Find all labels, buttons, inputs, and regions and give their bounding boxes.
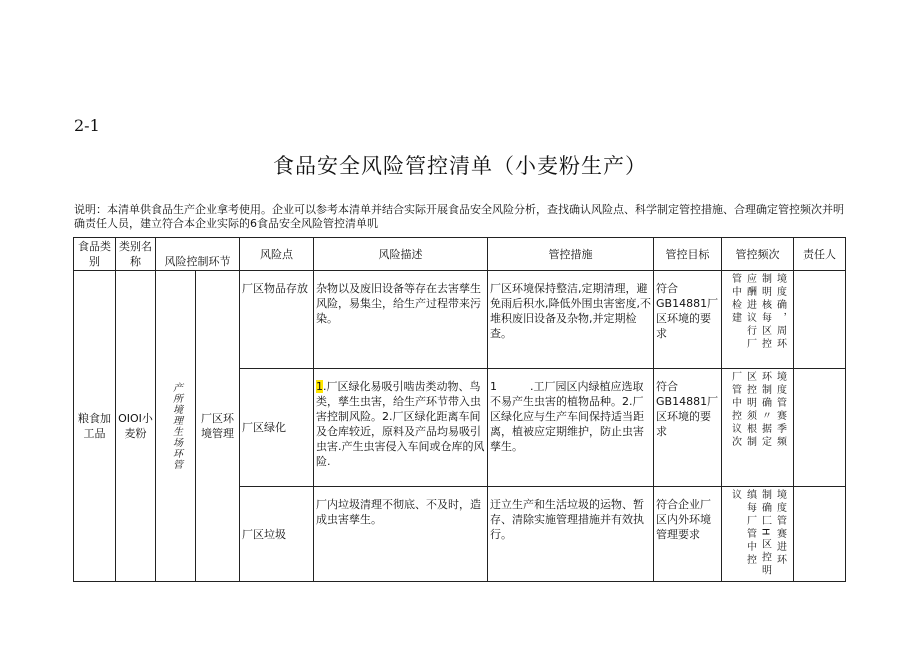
cell-target: 符合企业厂区内外环境管理要求 xyxy=(654,487,722,582)
risk-control-table xyxy=(73,237,846,582)
cell-point: 厂区绿化 xyxy=(240,369,314,487)
freq-vertical-text: 境度管赛季频环制确〃据定区控明须根制厂管中控议次 xyxy=(729,371,786,449)
cell-measure: 厂区环境保持整洁,定期清理，避免雨后积水,降低外围虫害密度,不堆积废旧设备及杂物,并定期检查。 xyxy=(488,271,654,369)
stage-vertical-text: 产所境理生场环管 xyxy=(170,382,182,470)
cell-measure: 迂立生产和生活垃圾的运物、暂存、清除实施管理措施并有效执行。 xyxy=(488,487,654,582)
cell-freq xyxy=(722,369,794,487)
cell-desc: 杂物以及废旧设备等存在去害孳生风险，易集尘，给生产过程带来污染。 xyxy=(314,271,488,369)
cell-owner xyxy=(794,487,846,582)
header-measure: 管控措施 xyxy=(488,238,654,271)
cell-stage: 厂区环境管理 xyxy=(196,271,240,582)
header-category: 食品类别 xyxy=(74,238,116,271)
desc-text: .厂区绿化易吸引啮齿类动物、鸟类，孳生虫害，给生产环节带入虫害控制风险。2.厂区绿化距离车间及仓库较近，原料及产品均易吸引虫害.产生虫害侵入车间或仓库的风险. xyxy=(316,380,485,468)
freq-vertical-text: 境度管赛进环制确匚H区控明缜每厂管中控议 xyxy=(729,489,786,578)
header-freq: 管控频次 xyxy=(722,238,794,271)
header-owner: 责任人 xyxy=(794,238,846,271)
cell-point: 厂区垃圾 xyxy=(240,487,314,582)
cell-freq xyxy=(722,487,794,582)
cell-point: 厂区物品存放 xyxy=(240,271,314,369)
table-header-row xyxy=(74,238,846,271)
cell-stage-italic xyxy=(156,271,196,582)
instructions-note: 说明：本清单供食品生产企业拿考使用。企业可以参考本清单并结合实际开展食品安全风险分析，查找确认风险点、科学制定管控措施、合理确定管控频次并明确责任人员，建立符合本企业实际的6食品安全风险管控清单叽 xyxy=(74,203,844,230)
cell-target: 符合GB14881厂区环境的要求 xyxy=(654,369,722,487)
document-number: 2-1 xyxy=(74,116,100,135)
header-point: 风险点 xyxy=(240,238,314,271)
header-stage: 风险控制环节 xyxy=(156,238,240,271)
cell-owner xyxy=(794,369,846,487)
cell-measure: 1 .工厂园区内绿植应选取不易产生虫害的植物品种。2.厂区绿化应与生产车间保持适当距离，植被应定期维护，防止虫害孳生。 xyxy=(488,369,654,487)
cell-target: 符合GB14881厂区环境的要求 xyxy=(654,271,722,369)
header-category-name: 类别名称 xyxy=(116,238,156,271)
page-title: 食品安全风险管控清单（小麦粉生产） xyxy=(273,154,647,178)
freq-vertical-text: 境度确，周环制明核每区控应酬进议行厂管中检建 xyxy=(729,273,786,351)
cell-desc xyxy=(314,369,488,487)
cell-category: 粮食加工品 xyxy=(74,271,116,582)
cell-freq xyxy=(722,271,794,369)
cell-desc: 厂内垃圾清理不彻底、不及时，造成虫害孳生。 xyxy=(314,487,488,582)
cell-category-name: OIOI小麦粉 xyxy=(116,271,156,582)
header-desc: 风险描述 xyxy=(314,238,488,271)
header-target: 管控目标 xyxy=(654,238,722,271)
cell-owner xyxy=(794,271,846,369)
highlight-mark: 1 xyxy=(316,380,323,393)
table-row xyxy=(74,271,846,369)
